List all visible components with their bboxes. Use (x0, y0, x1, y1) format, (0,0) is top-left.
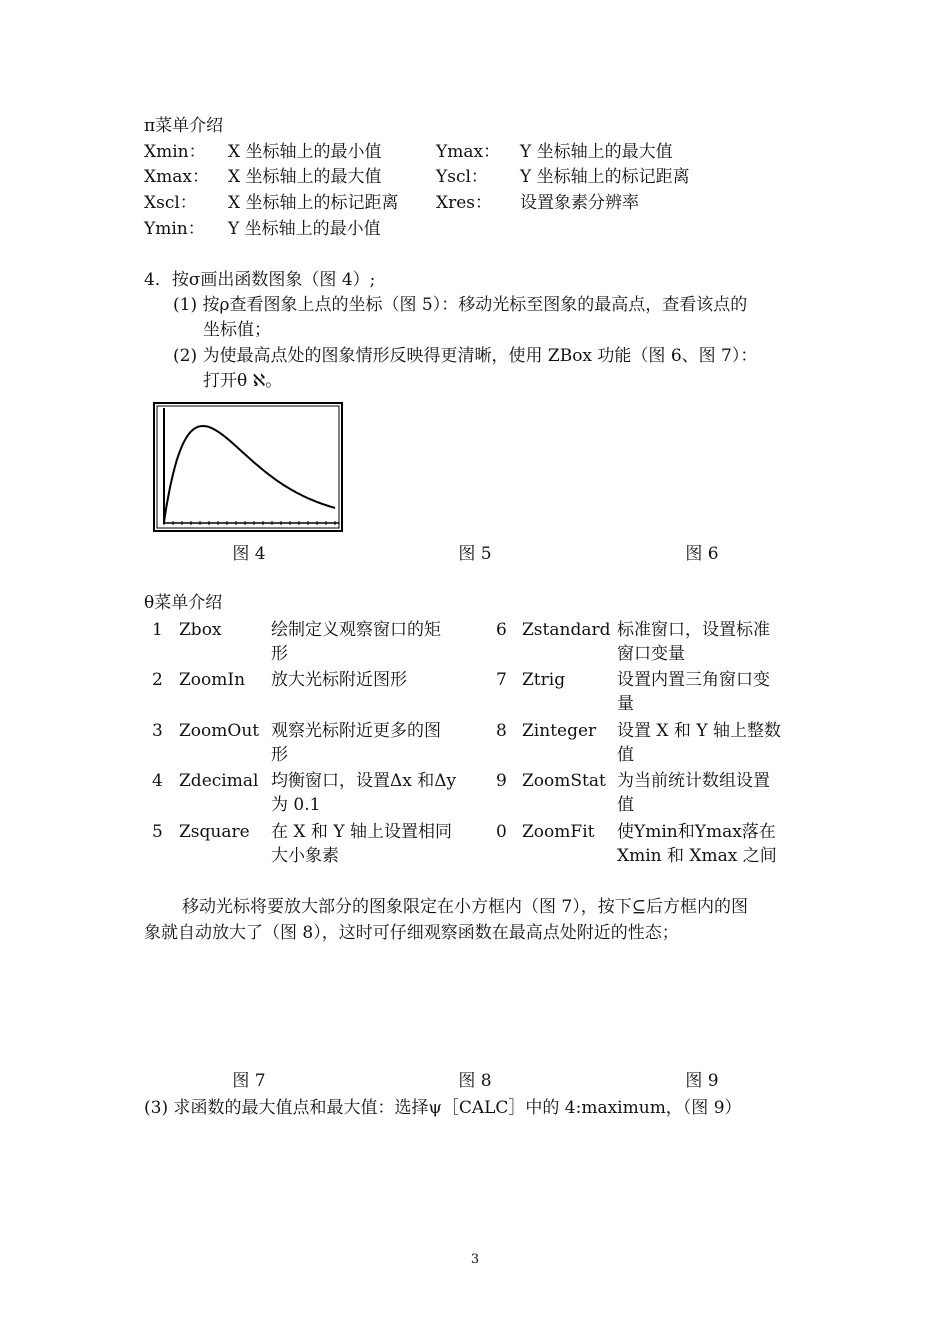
pi-desc: Y 坐标轴上的标记距离 (520, 167, 690, 187)
pi-desc: X 坐标轴上的最大值 (228, 167, 382, 187)
zoom-item-desc: 均衡窗口，设置Δx 和Δy (271, 771, 457, 791)
zoom-item-number: 6 (496, 620, 507, 640)
zoom-item-number: 9 (496, 771, 507, 791)
zoom-item-number: 2 (152, 670, 163, 690)
zoom-item-number: 4 (152, 771, 163, 791)
zoom-item-name: Zsquare (179, 822, 250, 842)
zoom-item-desc: 形 (271, 644, 288, 664)
zoom-item-desc: 大小象素 (271, 846, 339, 866)
pi-desc: 设置象素分辨率 (520, 193, 639, 213)
zoom-item-desc: 绘制定义观察窗口的矩 (271, 620, 441, 640)
zoom-item-desc: 放大光标附近图形 (271, 670, 407, 690)
figure-4-label: 图 4 (232, 544, 266, 564)
paragraph-line-2: 象就自动放大了（图 8），这时可仔细观察函数在最高点处附近的性态； (144, 923, 679, 943)
figure-5-label: 图 5 (458, 544, 492, 564)
pi-key: Xres： (436, 193, 493, 213)
zoom-item-number: 3 (152, 721, 163, 741)
figure-8-label: 图 8 (458, 1071, 492, 1091)
zoom-item-name: Zdecimal (179, 771, 259, 791)
pi-key: Xmax： (144, 167, 209, 187)
zoom-item-desc: 为当前统计数组设置 (617, 771, 770, 791)
zoom-item-desc: 设置内置三角窗口变 (617, 670, 770, 690)
pi-desc: Y 坐标轴上的最大值 (520, 142, 673, 162)
zoom-item-desc: 标准窗口，设置标准 (617, 620, 770, 640)
zoom-item-number: 7 (496, 670, 507, 690)
step4-item2-cont: 打开θ ℵ。 (203, 371, 283, 391)
step4-item1: (1) 按ρ查看图象上点的坐标（图 5）：移动光标至图象的最高点，查看该点的 (173, 295, 748, 315)
zoom-item-number: 0 (496, 822, 507, 842)
zoom-item-number: 1 (152, 620, 163, 640)
zoom-item-name: ZoomFit (522, 822, 595, 842)
zoom-item-number: 8 (496, 721, 507, 741)
step4-item1-cont: 坐标值； (203, 320, 271, 340)
zoom-item-desc: 窗口变量 (617, 644, 685, 664)
zoom-item-name: ZoomStat (522, 771, 606, 791)
figure-9-label: 图 9 (685, 1071, 719, 1091)
theta-menu-title: θ菜单介绍 (144, 593, 223, 613)
zoom-item-desc: 值 (617, 745, 634, 765)
zoom-item-number: 5 (152, 822, 163, 842)
step3-line: (3) 求函数的最大值点和最大值：选择ψ［CALC］中的 4:maximum，（图 9） (144, 1098, 742, 1118)
zoom-item-name: Ztrig (522, 670, 566, 690)
zoom-item-desc: 量 (617, 694, 634, 714)
figure-4-graph (153, 402, 343, 532)
pi-desc: Y 坐标轴上的最小值 (228, 219, 381, 239)
pi-key: Ymin： (144, 219, 205, 239)
zoom-item-desc: 值 (617, 795, 634, 815)
page-number: 3 (470, 1252, 480, 1267)
zoom-item-desc: 在 X 和 Y 轴上设置相同 (271, 822, 452, 842)
pi-menu-title: π菜单介绍 (144, 116, 224, 136)
zoom-item-desc: 形 (271, 745, 288, 765)
pi-key: Yscl： (436, 167, 488, 187)
pi-key: Xmin： (144, 142, 206, 162)
zoom-item-name: Zstandard (522, 620, 611, 640)
zoom-item-desc: 为 0.1 (271, 795, 321, 815)
pi-desc: X 坐标轴上的最小值 (228, 142, 382, 162)
step4-item2: (2) 为使最高点处的图象情形反映得更清晰，使用 ZBox 功能（图 6、图 7）： (173, 346, 758, 366)
graph-frame (154, 403, 342, 531)
zoom-item-name: ZoomOut (179, 721, 260, 741)
figure-6-label: 图 6 (685, 544, 719, 564)
zoom-item-desc: 使Ymin和Ymax落在 (617, 822, 776, 842)
zoom-item-desc: Xmin 和 Xmax 之间 (617, 846, 777, 866)
paragraph-line-1: 移动光标将要放大部分的图象限定在小方框内（图 7），按下⊆后方框内的图 (182, 897, 748, 917)
zoom-item-desc: 观察光标附近更多的图 (271, 721, 441, 741)
pi-desc: X 坐标轴上的标记距离 (228, 193, 399, 213)
zoom-item-name: Zbox (179, 620, 222, 640)
zoom-item-desc: 设置 X 和 Y 轴上整数 (617, 721, 781, 741)
zoom-item-name: ZoomIn (179, 670, 246, 690)
step4-line: 4．按σ画出函数图象（图 4）; (144, 270, 376, 290)
figure-7-label: 图 7 (232, 1071, 266, 1091)
pi-key: Xscl： (144, 193, 197, 213)
pi-key: Ymax： (436, 142, 501, 162)
zoom-item-name: Zinteger (522, 721, 597, 741)
